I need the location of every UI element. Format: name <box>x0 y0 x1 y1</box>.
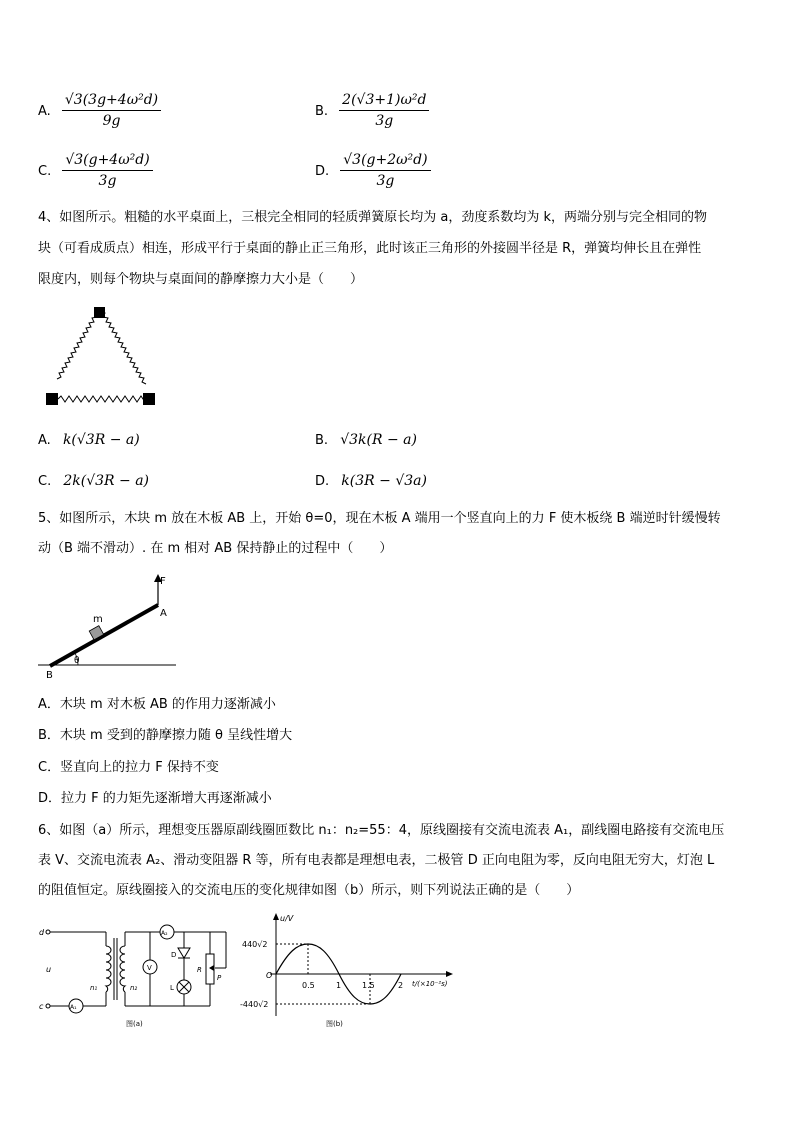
y-min-label: -440√2 <box>240 1000 269 1009</box>
q4-stem-line3: 限度内，则每个物块与桌面间的静摩擦力大小是（ ） <box>38 272 364 287</box>
spring-left <box>57 312 98 379</box>
label-n1: n₁ <box>90 984 98 992</box>
q5-inclined-board-figure <box>38 572 178 682</box>
option-letter: A. <box>38 104 51 119</box>
q5-stem-line1: 5、如图所示，木块 m 放在木板 AB 上，开始 θ=0，现在木板 A 端用一个竖直向上的力 F 使木板绕 B 端逆时针缓慢转 <box>38 511 721 526</box>
option-letter: D. <box>315 474 330 489</box>
label-f: F <box>160 576 166 587</box>
x-tick-2: 2 <box>398 981 404 990</box>
terminal-c <box>46 1004 50 1008</box>
label-lamp: L <box>170 984 174 992</box>
numerator: √3(g+2ω²d) <box>340 152 430 171</box>
spring-right <box>102 312 146 384</box>
q3-option-b[interactable] <box>315 92 429 129</box>
option-text: √3k(R − a) <box>340 432 417 448</box>
q5-option-d[interactable]: D．拉力 F 的力矩先逐渐增大再逐渐减小 <box>38 791 272 806</box>
q6-stem-line3: 的阻值恒定。原线圈接入的交流电压的变化规律如图（b）所示，则下列说法正确的是（ ） <box>38 883 580 898</box>
spring-bottom <box>58 396 148 402</box>
q5-option-c[interactable]: C．竖直向上的拉力 F 保持不变 <box>38 760 219 775</box>
q4-stem-line2: 块（可看成质点）相连，形成平行于桌面的静止正三角形，此时该正三角形的外接圆半径是 R，弹簧均伸长且在弹性 <box>38 241 702 256</box>
q5-option-a[interactable]: A．木块 m 对木板 AB 的作用力逐渐减小 <box>38 697 276 712</box>
q6-voltage-figure-b <box>240 912 465 1030</box>
option-text: k(3R − √3a) <box>341 473 427 489</box>
label-b: B <box>46 670 53 681</box>
q5-option-b[interactable]: B．木块 m 受到的静摩擦力随 θ 呈线性增大 <box>38 728 293 743</box>
terminal-d <box>46 930 50 934</box>
label-u: u <box>46 965 52 974</box>
option-text: 2k(√3R − a) <box>63 473 150 489</box>
q4-option-d[interactable] <box>315 466 427 497</box>
label-n2: n₂ <box>130 984 138 992</box>
q3-option-d[interactable] <box>315 152 431 189</box>
label-a1: A₁ <box>70 1004 77 1011</box>
q4-option-b[interactable] <box>315 425 417 456</box>
y-axis-label: u/V <box>280 914 294 923</box>
option-text: k(√3R − a) <box>62 432 140 448</box>
x-axis-arrow-icon <box>446 971 453 977</box>
label-theta: θ <box>74 656 80 666</box>
x-tick-1: 1 <box>336 981 342 990</box>
q4-spring-triangle-figure <box>40 302 165 408</box>
label-a2: A₂ <box>161 930 168 937</box>
q6-stem-line2: 表 V、交流电流表 A₂、滑动变阻器 R 等，所有电表都是理想电表，二极管 D 正向电阻为零，反向电阻无穷大，灯泡 L <box>38 853 715 868</box>
y-axis-arrow-icon <box>273 913 279 920</box>
q4-stem-line1: 4、如图所示。粗糙的水平桌面上，三根完全相同的轻质弹簧原长均为 a，劲度系数均为 k，两端分别与完全相同的物 <box>38 210 708 225</box>
x-tick-1-5: 1.5 <box>362 981 375 990</box>
numerator: 2(√3+1)ω²d <box>339 92 429 111</box>
label-v: V <box>147 964 152 972</box>
option-letter: C. <box>38 164 52 179</box>
option-letter: C. <box>38 474 52 489</box>
secondary-coil <box>120 946 125 992</box>
q4-option-a[interactable] <box>38 425 140 456</box>
option-letter: B. <box>315 433 329 448</box>
primary-coil <box>106 946 111 992</box>
q6-stem-line1: 6、如图（a）所示，理想变压器原副线圈匝数比 n₁：n₂=55：4，原线圈接有交流电流表 A₁，副线圈电路接有交流电压 <box>38 823 725 838</box>
y-max-label: 440√2 <box>242 940 268 949</box>
denominator: 3g <box>375 113 394 129</box>
q6-circuit-figure-a <box>38 920 238 1030</box>
x-tick-0-5: 0.5 <box>302 981 315 990</box>
label-d: d <box>39 928 45 937</box>
q5-stem-line2: 动（B 端不滑动）. 在 m 相对 AB 保持静止的过程中（ ） <box>38 541 393 556</box>
block-top <box>94 307 105 318</box>
denominator: 9g <box>102 113 121 129</box>
slider-arrow-icon <box>209 965 214 971</box>
label-c: c <box>39 1002 44 1011</box>
origin-label: O <box>266 971 273 980</box>
label-a: A <box>160 608 167 619</box>
board-ab <box>50 605 158 666</box>
q4-option-c[interactable] <box>38 466 149 497</box>
label-p: P <box>217 974 222 982</box>
numerator: √3(3g+4ω²d) <box>62 92 161 111</box>
diode-icon <box>178 948 190 958</box>
q3-option-c[interactable] <box>38 152 153 189</box>
figure-b-caption: 图(b) <box>326 1020 343 1028</box>
label-diode: D <box>171 951 177 959</box>
label-m: m <box>93 614 103 625</box>
option-letter: A. <box>38 433 51 448</box>
denominator: 3g <box>376 173 395 189</box>
denominator: 3g <box>98 173 117 189</box>
block-right <box>143 393 155 405</box>
option-letter: D. <box>315 164 330 179</box>
block-left <box>46 393 58 405</box>
q3-option-a[interactable] <box>38 92 161 129</box>
numerator: √3(g+4ω²d) <box>62 152 152 171</box>
figure-a-caption: 图(a) <box>126 1020 143 1028</box>
x-axis-label: t/(×10⁻²s) <box>412 980 448 988</box>
option-letter: B. <box>315 104 329 119</box>
label-r: R <box>197 966 202 974</box>
